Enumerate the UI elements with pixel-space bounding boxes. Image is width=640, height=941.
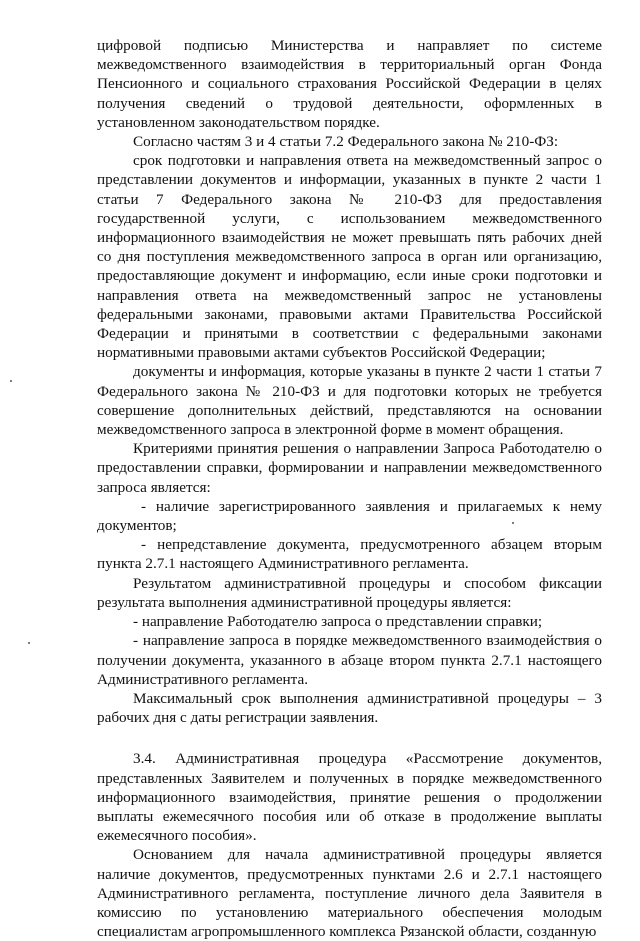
document-body — [97, 36, 602, 941]
paragraph: срок подготовки и направления ответа на межведомственный запрос о представлении документов и информации, указанных в пункте 2 части 1 статьи 7 Федерального закона № 210-ФЗ для предоставления государственной услуги, с использованием межведомственного информационного взаимодействия не может превышать пять рабочих дней со дня поступления межведомственного запроса в орган или организацию, предоставляющие документ и информацию, если иные сроки подготовки и направления ответа на межведомственный запрос не установлены федеральными законами, правовыми актами Правительства Российской Федерации и принятыми в соответствии с федеральными законами нормативными правовыми актами субъектов Российской Федерации; — [97, 152, 602, 362]
list-item: - направление запроса в порядке межведомственного взаимодействия о получении документа, указанного в абзаце втором пункта 2.7.1 настоящего Административного регламента. — [97, 632, 602, 688]
paragraph: Критериями принятия решения о направлении Запроса Работодателю о предоставлении справки, формировании и направлении межведомственного запроса является: — [97, 440, 602, 496]
paragraph: Результатом административной процедуры и способом фиксации результата выполнения административной процедуры является: — [97, 574, 602, 611]
paragraph: Согласно частям 3 и 4 статьи 7.2 Федерального закона № 210-ФЗ: — [133, 133, 559, 151]
paragraph: Максимальный срок выполнения административной процедуры – 3 рабочих дня с даты регистрации заявления. — [97, 689, 602, 727]
paragraph: документы и информация, которые указаны в пункте 2 части 1 статьи 7 Федерального закона № 210-ФЗ и для подготовки которых не требуется совершение дополнительных действий, представляются на основании межведомственного запроса в электронной форме в момент обращения. — [97, 363, 602, 439]
list-item: - направление Работодателю запроса о представлении справки; — [133, 613, 543, 631]
paragraph: Основанием для начала административной процедуры является наличие документов, предусмотренных пунктами 2.6 и 2.7.1 настоящего Административного регламента, поступление личного дела Заявителя в комиссию по установлению материального обеспечения молодым специалистам агропромышленного комплекса Рязанской области, созданную — [97, 846, 602, 941]
list-item: - наличие зарегистрированного заявления и прилагаемых к нему документов; — [97, 497, 602, 535]
scan-speck — [10, 380, 12, 382]
list-item: - непредставление документа, предусмотренного абзацем вторым пункта 2.7.1 настоящего Административного регламента. — [97, 536, 602, 573]
section-spacer — [97, 727, 602, 749]
section-heading: 3.4. Административная процедура «Рассмотрение документов, представленных Заявителем и полученных в порядке межведомственного информационного взаимодействия, принятие решения о продолжении выплаты ежемесячного пособия или об отказе в продолжение выплаты ежемесячного пособия». — [97, 750, 602, 845]
paragraph: цифровой подписью Министерства и направляет по системе межведомственного взаимодействия в территориальный орган Фонда Пенсионного и социального страхования Российской Федерации в целях получения сведений о трудовой деятельности, оформленных в установленном законодательством порядке. — [97, 37, 602, 131]
scan-speck — [28, 642, 30, 644]
